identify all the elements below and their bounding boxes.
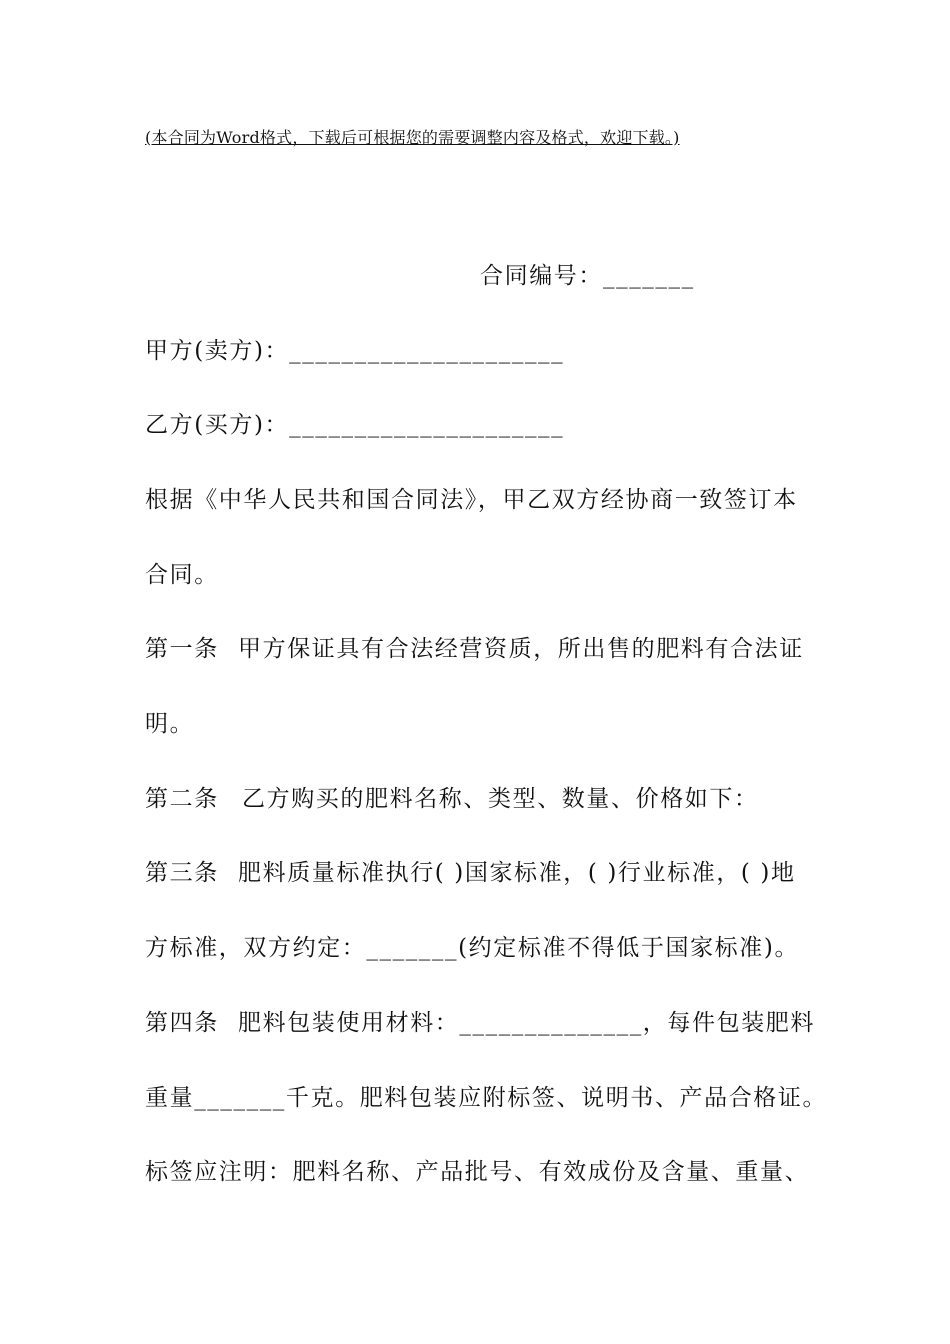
party-b-buyer: 乙方(买方)：_____________________ (145, 412, 565, 438)
article-4 (145, 1008, 815, 1038)
article-2-text: 乙方购买的肥料名称、类型、数量、价格如下： (242, 786, 759, 812)
party-a-seller: 甲方(卖方)：_____________________ (145, 338, 565, 364)
article-1-continued: 明。 (145, 711, 195, 737)
article-1-text: 甲方保证具有合法经营资质，所出售的肥料有合法证 (238, 636, 804, 662)
article-3-heading: 第三条 (145, 860, 219, 886)
article-4-continued-2: 标签应注明：肥料名称、产品批号、有效成份及含量、重量、 (145, 1159, 810, 1185)
intro-paragraph-line-2: 合同。 (145, 562, 219, 588)
article-2 (145, 784, 759, 814)
article-1-heading: 第一条 (145, 636, 219, 662)
intro-paragraph-line-1: 根据《中华人民共和国合同法》，甲乙双方经协商一致签订本 (145, 487, 798, 513)
article-4-heading: 第四条 (145, 1010, 219, 1036)
article-3-text: 肥料质量标准执行( )国家标准，( )行业标准，( )地 (238, 860, 796, 886)
article-2-heading: 第二条 (145, 786, 219, 812)
contract-number: 合同编号：_______ (480, 263, 695, 289)
article-4-continued-1: 重量_______千克。肥料包装应附标签、说明书、产品合格证。 (145, 1085, 828, 1111)
article-3-continued: 方标准，双方约定：_______(约定标准不得低于国家标准)。 (145, 935, 800, 961)
article-1 (145, 634, 804, 664)
article-4-text: 肥料包装使用材料：______________，每件包装肥料 (238, 1010, 815, 1036)
download-notice: (本合同为Word格式，下载后可根据您的需要调整内容及格式，欢迎下载。) (145, 128, 680, 147)
article-3 (145, 858, 796, 888)
